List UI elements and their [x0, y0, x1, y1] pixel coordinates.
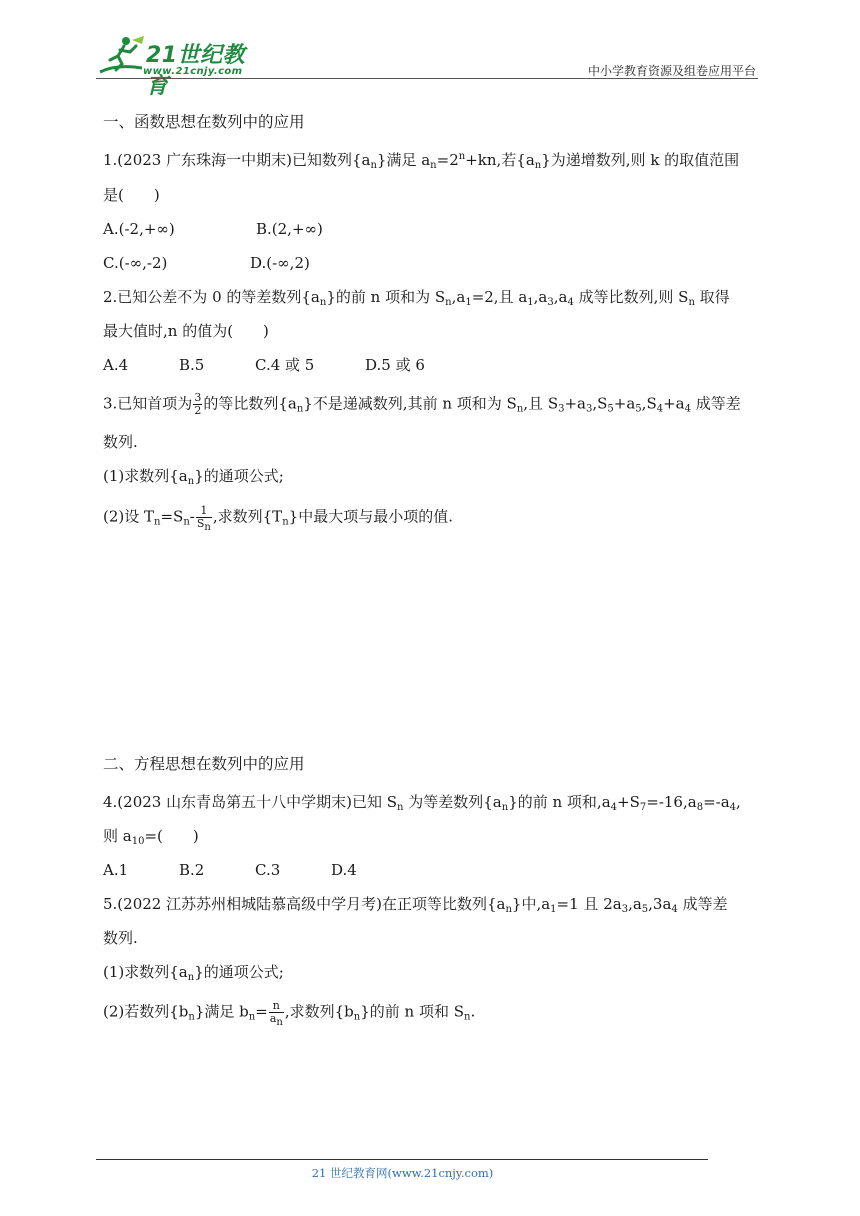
question-5-line-1: 5.(2022 江苏苏州相城陆慕高级中学月考)在正项等比数列$\{a_n\}$中$,a_1=1$ 且 $2a_3,a_5,3a_4$ 成等差: [103, 895, 728, 915]
question-3-part-1: (1)求数列$\{a_n\}$的通项公式;: [103, 467, 284, 487]
runner-logo-icon: [96, 34, 148, 78]
platform-slogan: 中小学教育资源及组卷应用平台: [587, 64, 756, 78]
question-4-options: [103, 860, 357, 880]
option-b: B.2: [179, 861, 205, 879]
option-d: D.5 或 6: [365, 356, 425, 374]
option-a: A.(-2,+∞): [103, 220, 175, 238]
section-2-title: 二、方程思想在数列中的应用: [103, 755, 305, 773]
option-a: A.4: [103, 356, 129, 374]
option-c: C.3: [255, 861, 281, 879]
question-3-part-2: (2)设 $T_n=S_n-$ $\frac{1}{S_n}$ ,求数列$\{T_n\}$中最大项与最小项的值.: [103, 504, 453, 533]
page-header: [96, 28, 758, 99]
option-c: C.(-∞,-2): [103, 254, 168, 272]
question-2-options: [103, 355, 425, 375]
logo-url: www.21cnjy.com: [143, 66, 243, 77]
fraction-one-over-sn: $\frac{1}{S_n}$: [196, 504, 211, 533]
option-c: C.4 或 5: [255, 356, 315, 374]
fraction-n-over-an: $\frac{n}{a_n}$: [269, 999, 283, 1028]
question-5-line-2: 数列.: [103, 929, 138, 947]
section-1-title: 一、函数思想在数列中的应用: [103, 113, 305, 131]
question-2-line-2: 最大值时,n 的值为( ): [103, 322, 269, 340]
question-2-line-1: 2.已知公差不为 0 的等差数列$\{a_n\}$的前 n 项和为 $S_n,a_1=2$,且 $a_1,a_3,a_4$ 成等比数列,则 $S_n$ 取得: [103, 288, 730, 308]
logo-title: 21世纪教育: [146, 43, 246, 99]
question-3-line-1: 3.已知首项为 $\frac{3}{2}$ 的等比数列$\{a_n\}$不是递减数列,其前 n 项和为 $S_n$,且 $S_3+a_3,S_5+a_5,S_4+a_4$ 成等差: [103, 391, 741, 417]
question-1-options-row-2: [103, 253, 310, 273]
option-a: A.1: [103, 861, 129, 879]
option-d: D.4: [331, 861, 357, 879]
question-3-line-2: 数列.: [103, 433, 138, 451]
question-1-line-2: 是( ): [103, 186, 160, 204]
question-4-line-1: 4.(2023 山东青岛第五十八中学期末)已知 $S_n$ 为等差数列$\{a_n\}$的前 n 项和$,a_4+S_7=-16,a_8=-a_4$,: [103, 793, 741, 813]
logo: [96, 34, 261, 99]
question-5-part-1: (1)求数列$\{a_n\}$的通项公式;: [103, 963, 284, 983]
question-1-line-1: 1.(2023 广东珠海一中期末)已知数列$\{a_n\}$满足 $a_n=2^n+kn$,若$\{a_n\}$为递增数列,则 k 的取值范围: [103, 151, 740, 171]
header-divider: [96, 78, 758, 79]
question-5-part-2: (2)若数列$\{b_n\}$满足 $b_n=$ $\frac{n}{a_n}$ ,求数列$\{b_n\}$的前 n 项和 $S_n$.: [103, 999, 476, 1028]
option-d: D.(-∞,2): [250, 254, 310, 272]
footer-divider: [96, 1159, 708, 1160]
fraction-three-halves: $\frac{3}{2}$: [194, 391, 202, 417]
question-4-line-2: 则 $a_{10}=$( ): [103, 827, 199, 847]
footer-link[interactable]: 21 世纪教育网(www.21cnjy.com): [311, 1166, 494, 1180]
option-b: B.(2,+∞): [256, 220, 323, 238]
option-b: B.5: [179, 356, 205, 374]
question-1-options-row-1: [103, 219, 323, 239]
